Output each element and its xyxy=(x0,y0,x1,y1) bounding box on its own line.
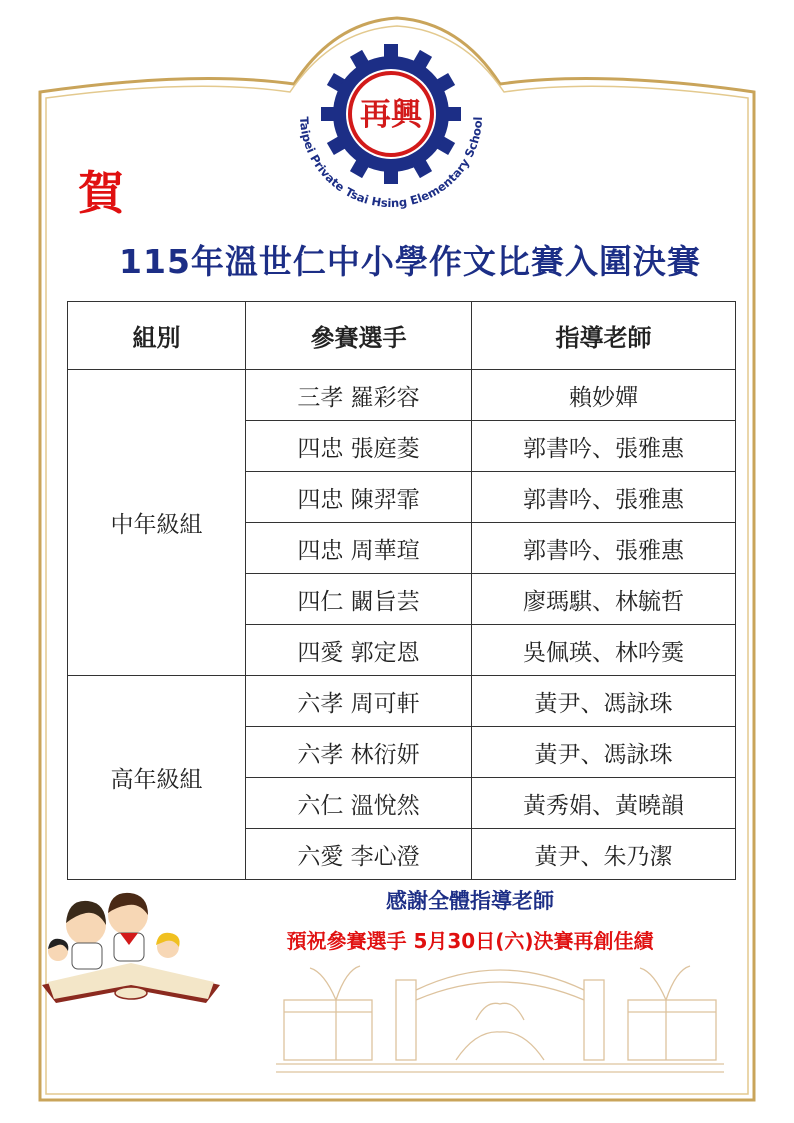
teacher-cell: 吳佩瑛、林吟霙 xyxy=(472,625,736,676)
player-cell: 四愛 郭定恩 xyxy=(246,625,472,676)
player-cell: 六愛 李心澄 xyxy=(246,829,472,880)
group-cell-upper: 高年級組 xyxy=(68,676,246,880)
header-group: 組別 xyxy=(68,302,246,370)
logo-ring-text: Taipei Private Tsai Hsing Elementary School xyxy=(296,116,486,211)
thanks-text: 感謝全體指導老師 xyxy=(386,889,554,913)
teacher-cell: 郭書吟、張雅惠 xyxy=(472,523,736,574)
page-title: 115年溫世仁中小學作文比賽入圍決賽 xyxy=(119,242,701,281)
teacher-cell: 廖瑪騏、林毓哲 xyxy=(472,574,736,625)
teacher-cell: 郭書吟、張雅惠 xyxy=(472,421,736,472)
teacher-cell: 賴妙嬋 xyxy=(472,370,736,421)
player-cell: 四忠 陳羿霏 xyxy=(246,472,472,523)
player-cell: 六孝 周可軒 xyxy=(246,676,472,727)
player-cell: 四忠 張庭菱 xyxy=(246,421,472,472)
finalists-table xyxy=(67,301,736,880)
logo-emblem-text: 再興 xyxy=(360,97,422,133)
table-header-row xyxy=(68,302,736,370)
player-cell: 四仁 闞旨芸 xyxy=(246,574,472,625)
teacher-cell: 黃秀娟、黃曉韻 xyxy=(472,778,736,829)
table-row xyxy=(68,370,736,421)
kids-reading-illustration xyxy=(36,885,226,1005)
school-gate-illustration xyxy=(276,960,724,1078)
group-cell-middle: 中年級組 xyxy=(68,370,246,676)
player-cell: 三孝 羅彩容 xyxy=(246,370,472,421)
player-cell: 四忠 周華瑄 xyxy=(246,523,472,574)
teacher-cell: 黃尹、馮詠珠 xyxy=(472,676,736,727)
player-cell: 六仁 溫悅然 xyxy=(246,778,472,829)
wish-text: 預祝參賽選手 5月30日(六)決賽再創佳績 xyxy=(286,929,654,953)
teacher-cell: 黃尹、朱乃潔 xyxy=(472,829,736,880)
congrats-character: 賀 xyxy=(78,166,124,220)
teacher-cell: 郭書吟、張雅惠 xyxy=(472,472,736,523)
school-logo xyxy=(286,42,496,222)
player-cell: 六孝 林衍妍 xyxy=(246,727,472,778)
table-row xyxy=(68,676,736,727)
teacher-cell: 黃尹、馮詠珠 xyxy=(472,727,736,778)
header-teacher: 指導老師 xyxy=(472,302,736,370)
header-player: 參賽選手 xyxy=(246,302,472,370)
